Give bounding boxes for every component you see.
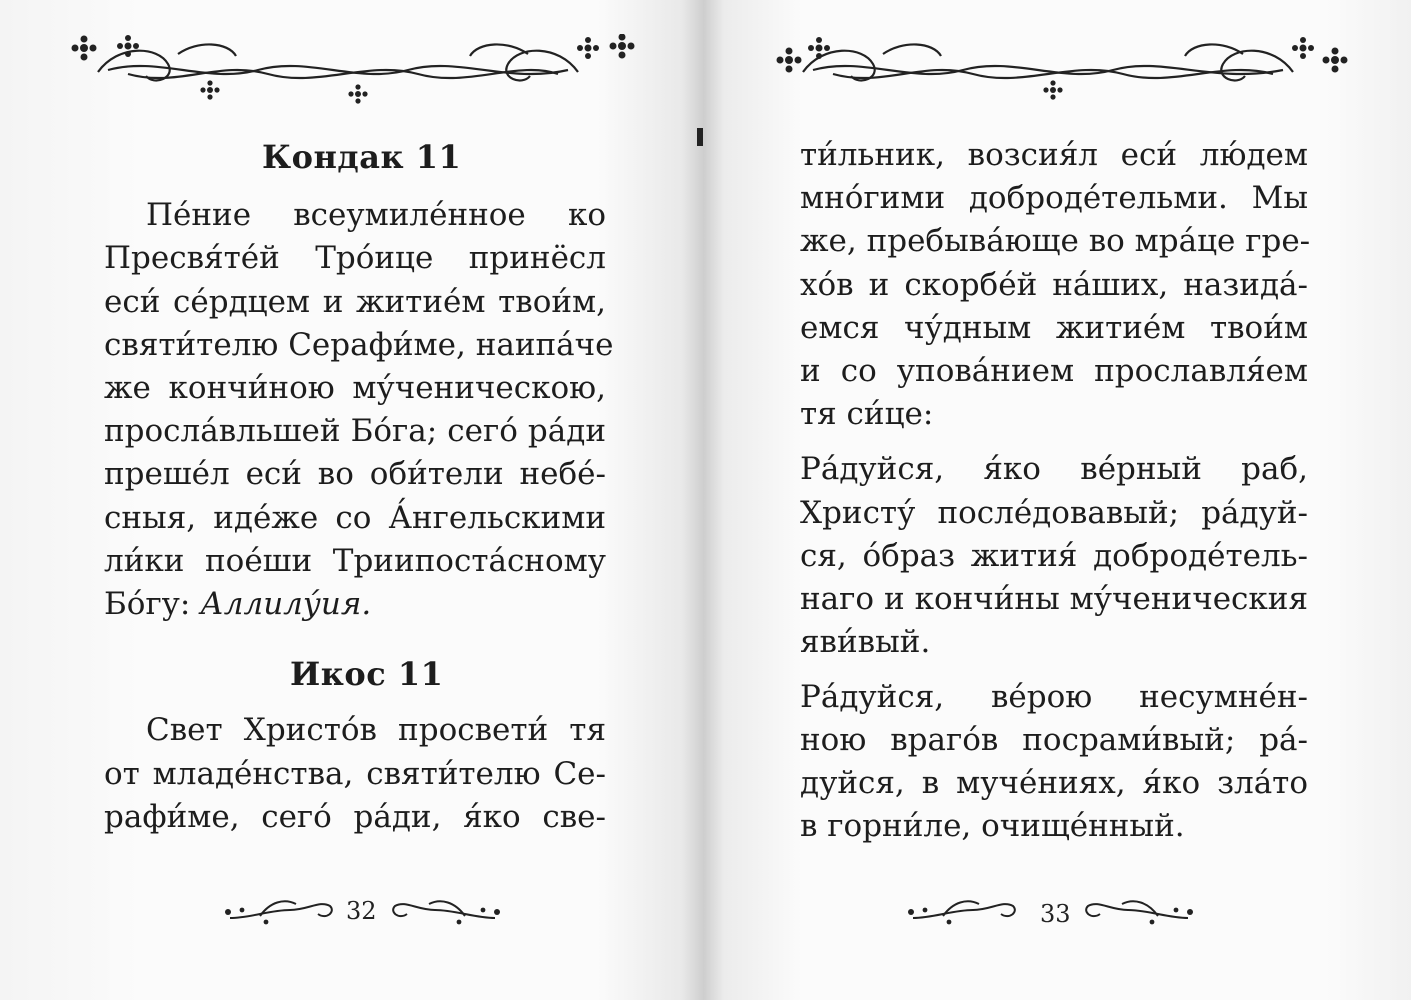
- text-line: и со упова́нием прославля́ем: [800, 353, 1308, 389]
- header-ornament-icon: [68, 34, 638, 104]
- text-line: ною враго́в посрами́вый; ра́-: [800, 722, 1308, 758]
- text-line: преше́л еси́ во оби́тели небе́-: [104, 456, 606, 492]
- header-ornament-icon: [773, 34, 1353, 104]
- text-line: емся чу́дным житие́м твои́м: [800, 310, 1308, 346]
- page-number: 33: [1040, 900, 1071, 928]
- text-line: просла́вльшей Бо́га; сего́ ра́ди: [104, 413, 606, 449]
- page-number: 32: [346, 897, 377, 925]
- ikos-heading: Икос 11: [290, 655, 444, 693]
- text-line: же кончи́ною му́ченическою,: [104, 370, 606, 406]
- footer-left-flourish-icon: [903, 890, 1023, 930]
- text-line: в горни́ле, очище́нный.: [800, 808, 1185, 844]
- left-page: [0, 0, 703, 1000]
- text-line: наго и кончи́ны му́ченическия: [800, 581, 1308, 617]
- text-line: ти́льник, возсия́л еси́ лю́дем: [800, 137, 1308, 173]
- alleluia-italic: Аллилу́ия.: [200, 586, 372, 622]
- text-line: яви́вый.: [800, 624, 931, 660]
- text-line: ся, о́браз жития́ доброде́тель-: [800, 538, 1308, 574]
- text-line: еси́ се́рдцем и житие́м твои́м,: [104, 284, 606, 320]
- text-line: святи́телю Серафи́ме, наипа́че: [104, 327, 614, 363]
- kontakion-heading: Кондак 11: [262, 138, 462, 176]
- text-line: [104, 584, 606, 624]
- text-line: Пресвя́те́й Тро́ице принёсл: [104, 240, 606, 276]
- right-page: [703, 0, 1411, 1000]
- text-line: Христу́ после́довавый; ра́дуй-: [800, 495, 1308, 531]
- text-line: ли́ки пое́ши Триипоста́сному: [104, 543, 606, 579]
- footer-right-flourish-icon: [385, 890, 505, 930]
- text-line: сныя, иде́же со А́нгельскими: [104, 500, 606, 536]
- text-line: рафи́ме, сего́ ра́ди, я́ко све-: [104, 799, 606, 835]
- text-line: хо́в и скорбе́й на́ших, назида́-: [800, 267, 1308, 303]
- text-line: Ра́дуйся, я́ко ве́рный раб,: [800, 451, 1308, 487]
- text-line: от младе́нства, святи́телю Се-: [104, 756, 606, 792]
- text-line: Пе́ние всеумиле́нное ко: [146, 197, 606, 233]
- text-line: же, пребыва́юще во мра́це гре-: [800, 223, 1311, 259]
- footer-left-flourish-icon: [220, 890, 340, 930]
- text-line: Ра́дуйся, ве́рою несумне́н-: [800, 679, 1308, 715]
- text-line-prefix: Бо́гу:: [104, 586, 201, 622]
- text-line: дуйся, в муче́ниях, я́ко зла́то: [800, 765, 1308, 801]
- footer-right-flourish-icon: [1078, 890, 1198, 930]
- text-line: тя си́це:: [800, 396, 934, 432]
- text-line: Свет Христо́в просвети́ тя: [146, 712, 606, 748]
- text-line: мно́гими доброде́тельми. Мы: [800, 180, 1308, 216]
